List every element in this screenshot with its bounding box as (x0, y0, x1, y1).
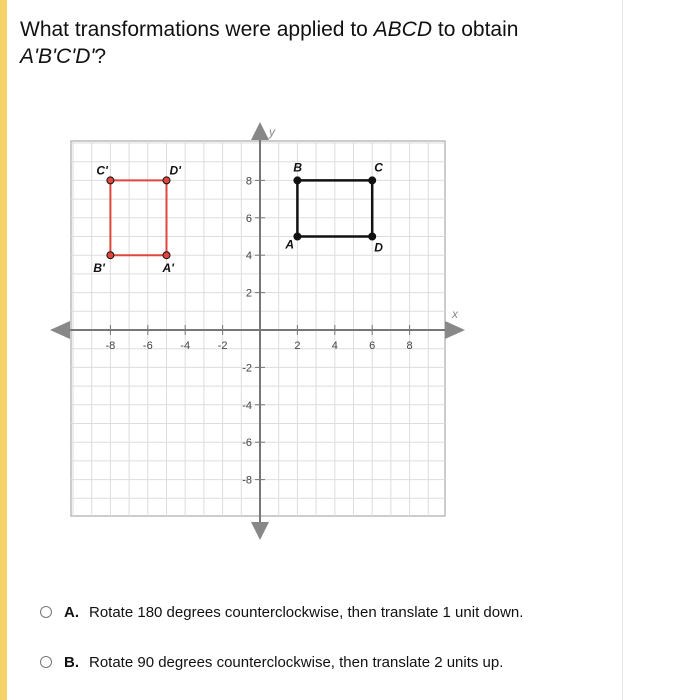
vertex-point (369, 177, 376, 184)
coordinate-plane (40, 120, 480, 550)
x-tick-label: -2 (217, 340, 228, 352)
y-tick-label: 4 (245, 250, 252, 263)
vertex-label: B (293, 160, 303, 175)
x-axis-label: x (452, 307, 458, 321)
y-tick-label: -8 (242, 474, 252, 487)
y-axis-arrow-down-icon (251, 522, 269, 540)
vertex-label: D (374, 240, 383, 255)
vertex-label: B' (93, 261, 105, 276)
choice-b[interactable] (40, 650, 503, 674)
vertex-point (107, 177, 114, 184)
question-shape-image: A'B'C'D' (20, 45, 95, 68)
y-tick-label: 2 (245, 287, 252, 300)
choice-b-text: Rotate 90 degrees counterclockwise, then translate 2 units up. (89, 653, 504, 671)
choice-a-letter: A. (64, 603, 79, 621)
left-accent-bar (0, 0, 7, 700)
x-tick-label: -4 (180, 340, 191, 352)
x-tick-label: -6 (142, 340, 153, 352)
question-prefix: What transformations were applied to (20, 18, 374, 41)
x-tick-label: -8 (105, 340, 116, 352)
vertex-point (294, 233, 301, 240)
vertex-label: A' (162, 261, 175, 276)
right-divider (622, 0, 623, 700)
choice-a[interactable] (40, 600, 523, 624)
y-tick-label: -2 (242, 362, 252, 375)
y-tick-label: -6 (242, 437, 252, 450)
question-middle: to obtain (432, 18, 519, 41)
vertex-point (107, 252, 114, 259)
y-tick-label: 6 (245, 212, 252, 225)
vertex-label: C (374, 160, 383, 175)
vertex-label: C' (96, 163, 108, 178)
choice-b-letter: B. (64, 653, 79, 671)
vertex-point (369, 233, 376, 240)
vertex-label: A (285, 237, 295, 252)
question-suffix: ? (94, 45, 107, 68)
x-tick-label: 8 (406, 340, 413, 352)
y-tick-label: -4 (242, 399, 252, 412)
vertex-point (294, 177, 301, 184)
y-axis-arrow-up-icon (251, 122, 269, 140)
choice-a-text: Rotate 180 degrees counterclockwise, then translate 1 unit down. (89, 603, 524, 621)
x-axis-arrow-right-icon (445, 321, 465, 339)
x-axis-arrow-left-icon (50, 321, 70, 339)
vertex-point (163, 252, 170, 259)
grid-border (71, 141, 445, 516)
x-tick-label: 6 (369, 340, 376, 352)
y-tick-label: 8 (245, 175, 252, 188)
vertex-label: D' (169, 163, 182, 178)
vertex-point (163, 177, 170, 184)
y-axis-label: y (269, 125, 275, 139)
x-tick-label: 2 (294, 340, 301, 352)
x-tick-label: 4 (331, 340, 338, 352)
question-text (20, 16, 600, 70)
choice-b-radio[interactable] (40, 656, 52, 668)
choice-a-radio[interactable] (40, 606, 52, 618)
question-shape-original: ABCD (373, 18, 433, 41)
